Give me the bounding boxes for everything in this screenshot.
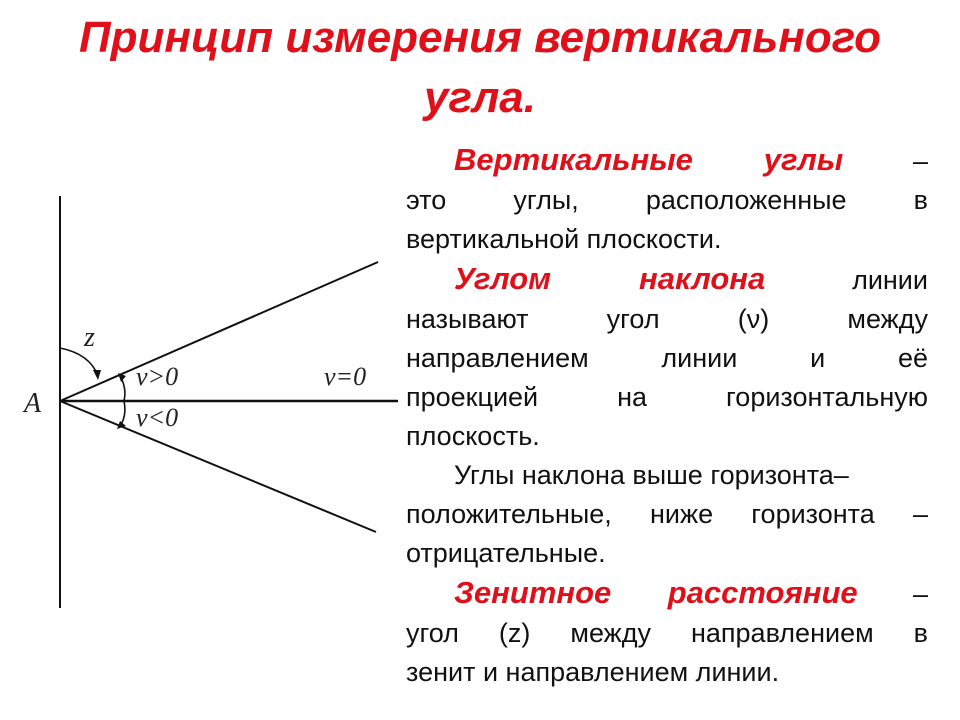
page-title: Принцип измерения вертикального угла. [79,13,881,122]
slope-text-2: называют угол (ν) между [406,304,928,334]
zenith-dash: – [912,579,928,609]
negative-angle-label: ν<0 [136,403,179,432]
vertical-angle-diagram [0,180,400,620]
vertical-dash: – [912,146,928,176]
point-label: A [24,388,42,419]
slope-word: линии [852,265,928,295]
slope-text-4: проекцией на горизонтальную [406,382,928,412]
zenith-definition-line [406,573,928,614]
zenith-label: z [84,322,95,353]
sign-text-2: положительные, ниже горизонта – [406,499,928,529]
positive-angle-label: ν>0 [136,362,179,391]
lower-sight-line [60,401,376,532]
zenith-text-2: зенит и направлением линии. [406,657,780,687]
horizontal-label: ν=0 [324,362,367,391]
slope-definition-line [406,259,928,300]
sign-text-1: Углы наклона выше горизонта– [454,460,849,490]
vertical-text-2: вертикальной плоскости. [406,224,722,254]
slope-text-3: направлением линии и её [406,343,928,373]
term-vertical-angles: Вертикальные углы [454,142,844,177]
definitions-text [406,140,928,692]
slope-text-5: плоскость. [406,421,540,451]
vertical-definition-line [406,140,928,181]
term-slope-angle: Углом наклона [454,261,766,296]
vertical-text-1: это углы, расположенные в [406,185,928,215]
term-zenith-distance: Зенитное расстояние [454,575,858,610]
zenith-arrow-icon [93,370,101,380]
zenith-text-1: угол (z) между направлением в [406,618,928,648]
sign-text-3: отрицательные. [406,538,606,568]
